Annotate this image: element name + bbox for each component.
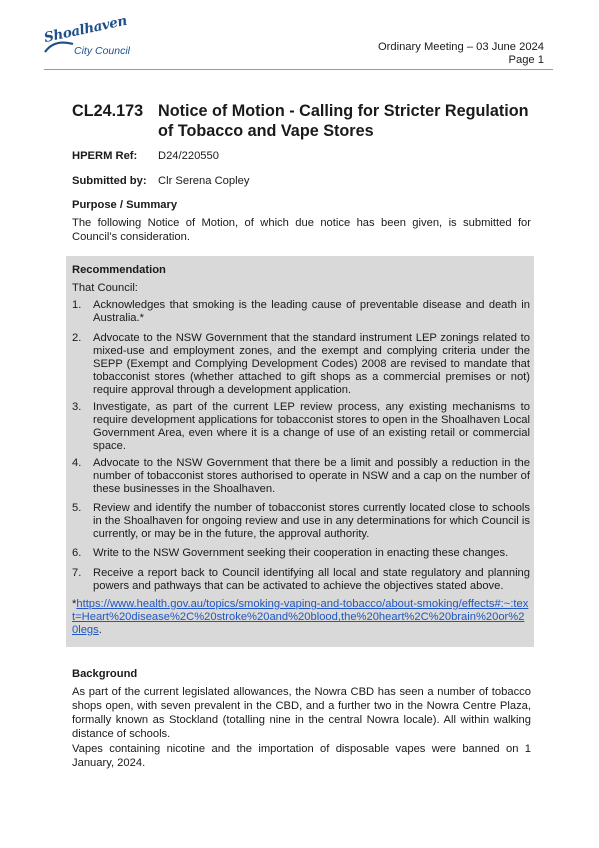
background-heading: Background	[72, 668, 138, 680]
recommendation-heading: Recommendation	[72, 264, 166, 276]
footnote-link[interactable]: https://www.health.gov.au/topics/smoking-vaping-and-tobacco/about-smoking/effects#:~:text=Heart%20disease%2C%20stroke%20and%20blood,the%20heart%2C%20brain%20or%20legs	[72, 598, 529, 636]
hperm-value: D24/220550	[158, 150, 219, 162]
footnote-marker: *	[72, 598, 77, 610]
report-title-text: Notice of Motion - Calling for Stricter Regulation of Tobacco and Vape Stores	[158, 102, 529, 140]
meeting-date: Ordinary Meeting – 03 June 2024	[377, 41, 544, 53]
list-item-number: 1.	[72, 299, 82, 311]
logo-main-text: Shoalhaven	[42, 12, 129, 46]
report-number: CL24.173	[72, 102, 144, 120]
hperm-ref	[72, 149, 219, 163]
list-item-number: 4.	[72, 457, 82, 469]
purpose-text: The following Notice of Motion, of which due notice has been given, is submitted for Council’s consideration.	[72, 217, 531, 243]
submitted-by	[72, 174, 249, 188]
footnote	[72, 598, 530, 637]
list-item-text: Acknowledges that smoking is the leading cause of preventable disease and death in Australia.*	[93, 299, 530, 324]
header-divider	[44, 69, 553, 70]
list-item-text: Review and identify the number of tobacconist stores currently located close to schools in the Shoalhaven for ongoing review and use in any determinations for which Council is currently, or may be in the future, the approval authority.	[93, 502, 530, 540]
list-item-text: Advocate to the NSW Government that the standard instrument LEP zonings related to mixed-use and employment zones, and the exempt and complying criteria under the SEPP (Exempt and Complying Development Codes) 2008 are revised to mandate that tobacconist stores (whether attached to gift shops as a commercial premises or not) require approval through a development application.	[93, 332, 530, 396]
list-item-number: 3.	[72, 401, 82, 413]
list-item-number: 7.	[72, 567, 82, 579]
page-number: Page 1	[508, 54, 544, 66]
recommendation-box	[66, 256, 534, 647]
submitted-label: Submitted by:	[72, 175, 147, 187]
hperm-label: HPERM Ref:	[72, 150, 138, 162]
background-paragraph-1: As part of the current legislated allowances, the Nowra CBD has seen a number of tobacco shops open, with seven prevalent in the CBD, and a further two in the Nowra Centre Plaza, formally known as Stockland (totalling nine in the central Nowra locale). All within walking distance of schools.	[72, 686, 531, 740]
list-item-number: 5.	[72, 502, 82, 514]
recommendation-intro: That Council:	[72, 282, 138, 294]
background-paragraph-2: Vapes containing nicotine and the importation of disposable vapes were banned on 1 January, 2024.	[72, 743, 531, 769]
list-item-text: Write to the NSW Government seeking their cooperation in enacting these changes.	[93, 547, 509, 559]
list-item-number: 2.	[72, 332, 82, 344]
list-item-text: Receive a report back to Council identifying all local and state regulatory and planning powers and pathways that can be activated to achieve the objectives stated above.	[93, 567, 530, 592]
submitted-value: Clr Serena Copley	[158, 175, 250, 187]
purpose-heading: Purpose / Summary	[72, 199, 178, 211]
meeting-info	[378, 41, 544, 67]
list-item-text: Investigate, as part of the current LEP review process, any existing mechanisms to require development applications for tobacconist stores to open in the Shoalhaven Local Government Area, even where it is a change of use of an existing retail or commercial space.	[93, 401, 530, 452]
list-item-text: Advocate to the NSW Government that there be a limit and possibly a reduction in the number of tobacconist stores authorised to operate in NSW and a cap on the number of these businesses in the Shoalhaven.	[93, 457, 530, 495]
logo-sub-text: City Council	[74, 45, 131, 57]
footnote-period: .	[98, 624, 102, 636]
list-item-number: 6.	[72, 547, 82, 559]
council-logo	[42, 12, 154, 62]
